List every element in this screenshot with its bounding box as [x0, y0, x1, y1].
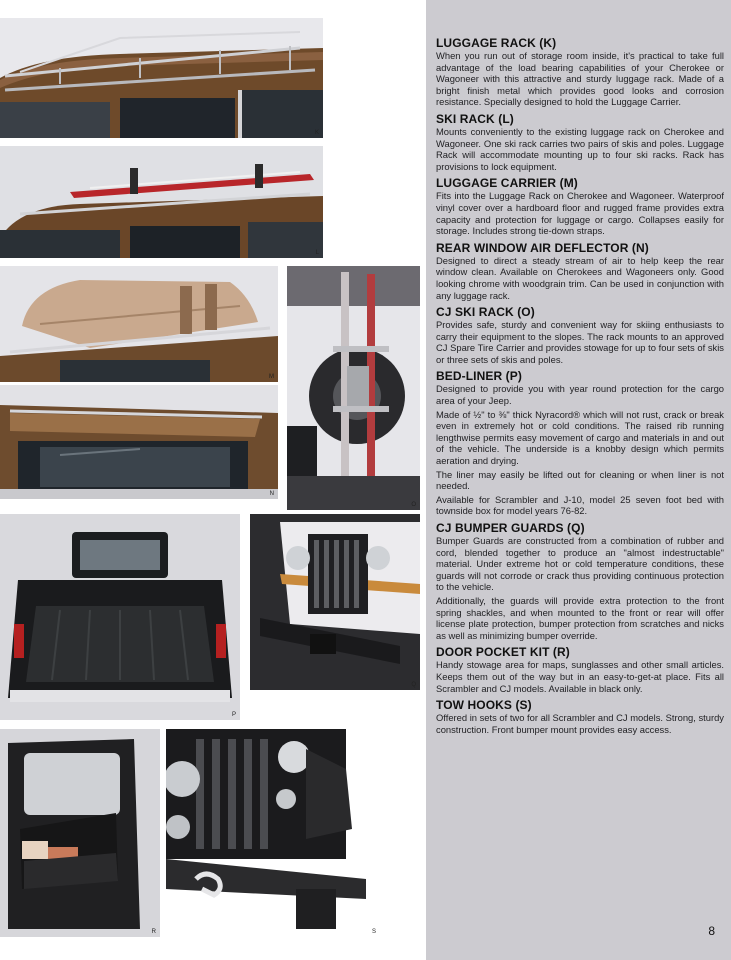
- photo-door-pocket: [0, 729, 160, 937]
- section-ski-rack: [436, 112, 724, 172]
- photo-luggage-rack: [0, 18, 323, 138]
- photo-tow-hooks: [166, 729, 380, 937]
- section-title: CJ SKI RACK (O): [436, 305, 535, 320]
- section-title: BED-LINER (P): [436, 369, 522, 384]
- photo-air-deflector: [0, 385, 278, 499]
- photo-ski-rack: [0, 146, 323, 258]
- section-title: DOOR POCKET KIT (R): [436, 645, 570, 660]
- section-body: Fits into the Luggage Rack on Cherokee and Wagoneer. Waterproof vinyl cover over a hardboard floor and rugged frame provides extra capacity and protection for luggage or cargo. Collapses easily for storage. Includes strong tie-down straps.: [436, 190, 724, 237]
- photo-label-k: K: [314, 130, 319, 136]
- section-title: SKI RACK (L): [436, 111, 514, 126]
- section-tow-hooks: [436, 698, 724, 735]
- photo-label-m: M: [269, 374, 274, 380]
- section-title: LUGGAGE CARRIER (M): [436, 176, 578, 191]
- section-cj-ski-rack: [436, 305, 724, 365]
- section-body: Designed to provide you with year round protection for the cargo area of your Jeep.: [436, 383, 724, 407]
- photo-bed-liner: [0, 514, 240, 720]
- section-luggage-carrier: [436, 176, 724, 236]
- section-bed-liner: [436, 369, 724, 517]
- photo-label-p: P: [231, 712, 236, 718]
- section-body: Mounts conveniently to the existing luggage rack on Cherokee and Wagoneer. One ski rack carries two pairs of skis and poles. Luggage Rack will accommodate mounting up to four ski racks. Rack has provisions to lock equipment.: [436, 125, 724, 172]
- section-body: Bumper Guards are constructed from a combination of rubber and cord, blended together to produce an "almost indestructable" material. Under extreme hot or cold temperature conditions, these guards will not corrode or crack thus providing continuous protection to the vehicle.: [436, 535, 724, 593]
- section-body: Provides safe, sturdy and convenient way for skiing enthusiasts to carry their equipment to the slopes. The rack mounts to an approved CJ Spare Tire Carrier and provides stowage for up to four sets of skis or three sets of skis and poles.: [436, 319, 724, 365]
- photo-luggage-carrier: [0, 266, 278, 382]
- section-body: The liner may easily be lifted out for cleaning or when liner is not needed.: [436, 468, 724, 492]
- section-body: When you run out of storage room inside, it's practical to take full advantage of the load bearing capabilities of your Cherokee or Wagoneer with this attractive and sturdy luggage rack. Made of a bright finish metal which provides good looks and corrosion resistance. Specially designed to hold the Luggage Carrier.: [436, 50, 724, 108]
- photo-cj-ski-rack: [287, 266, 420, 510]
- section-title: TOW HOOKS (S): [436, 698, 532, 713]
- section-title: LUGGAGE RACK (K): [436, 36, 557, 50]
- section-body: Handy stowage area for maps, sunglasses and other small articles. Keeps them out of the way but in an easy-to-get-at place. Fits all Scrambler and CJ models. Available in black only.: [436, 659, 724, 694]
- photo-label-n: N: [269, 491, 274, 497]
- photo-label-s: S: [371, 929, 376, 935]
- section-luggage-rack: [436, 36, 724, 108]
- section-bumper-guards: [436, 521, 724, 641]
- photo-label-q: Q: [411, 682, 416, 688]
- section-title: CJ BUMPER GUARDS (Q): [436, 521, 585, 535]
- section-door-pocket-kit: [436, 645, 724, 694]
- photo-bumper-guards: [250, 514, 420, 690]
- text-column: [426, 0, 731, 960]
- section-body: Offered in sets of two for all Scrambler and CJ models. Strong, sturdy construction. Front bumper mount provides easy access.: [436, 712, 724, 735]
- section-title: REAR WINDOW AIR DEFLECTOR (N): [436, 240, 649, 255]
- photo-label-o: O: [411, 502, 416, 508]
- page-number: 8: [708, 924, 715, 938]
- section-body: Available for Scrambler and J-10, model 25 seven foot bed with townside box for model years 76-82.: [436, 493, 724, 517]
- section-body: Additionally, the guards will provide extra protection to the front spring shackles, and when mounted to the front or rear will offer license plate protection, bumper protection from scratches and nicks as well as minimizing bumper override.: [436, 594, 724, 641]
- section-air-deflector: [436, 241, 724, 301]
- photo-label-l: L: [315, 250, 319, 256]
- photo-label-r: R: [151, 929, 156, 935]
- section-body: Designed to direct a steady stream of air to help keep the rear window clean. Available on Cherokees and Wagoneers only. Good looking chrome with woodgrain trim. Can be used in conjunction with any luggage rack.: [436, 254, 724, 301]
- section-body: Made of ½" to ⅜" thick Nyracord® which will not rust, crack or break even in extremely hot or cold conditions. The raised rib running lengthwise permits easy movement of cargo and materials in and out of the vehicle. The underside is a knobby design which permits aeration and drying.: [436, 408, 724, 467]
